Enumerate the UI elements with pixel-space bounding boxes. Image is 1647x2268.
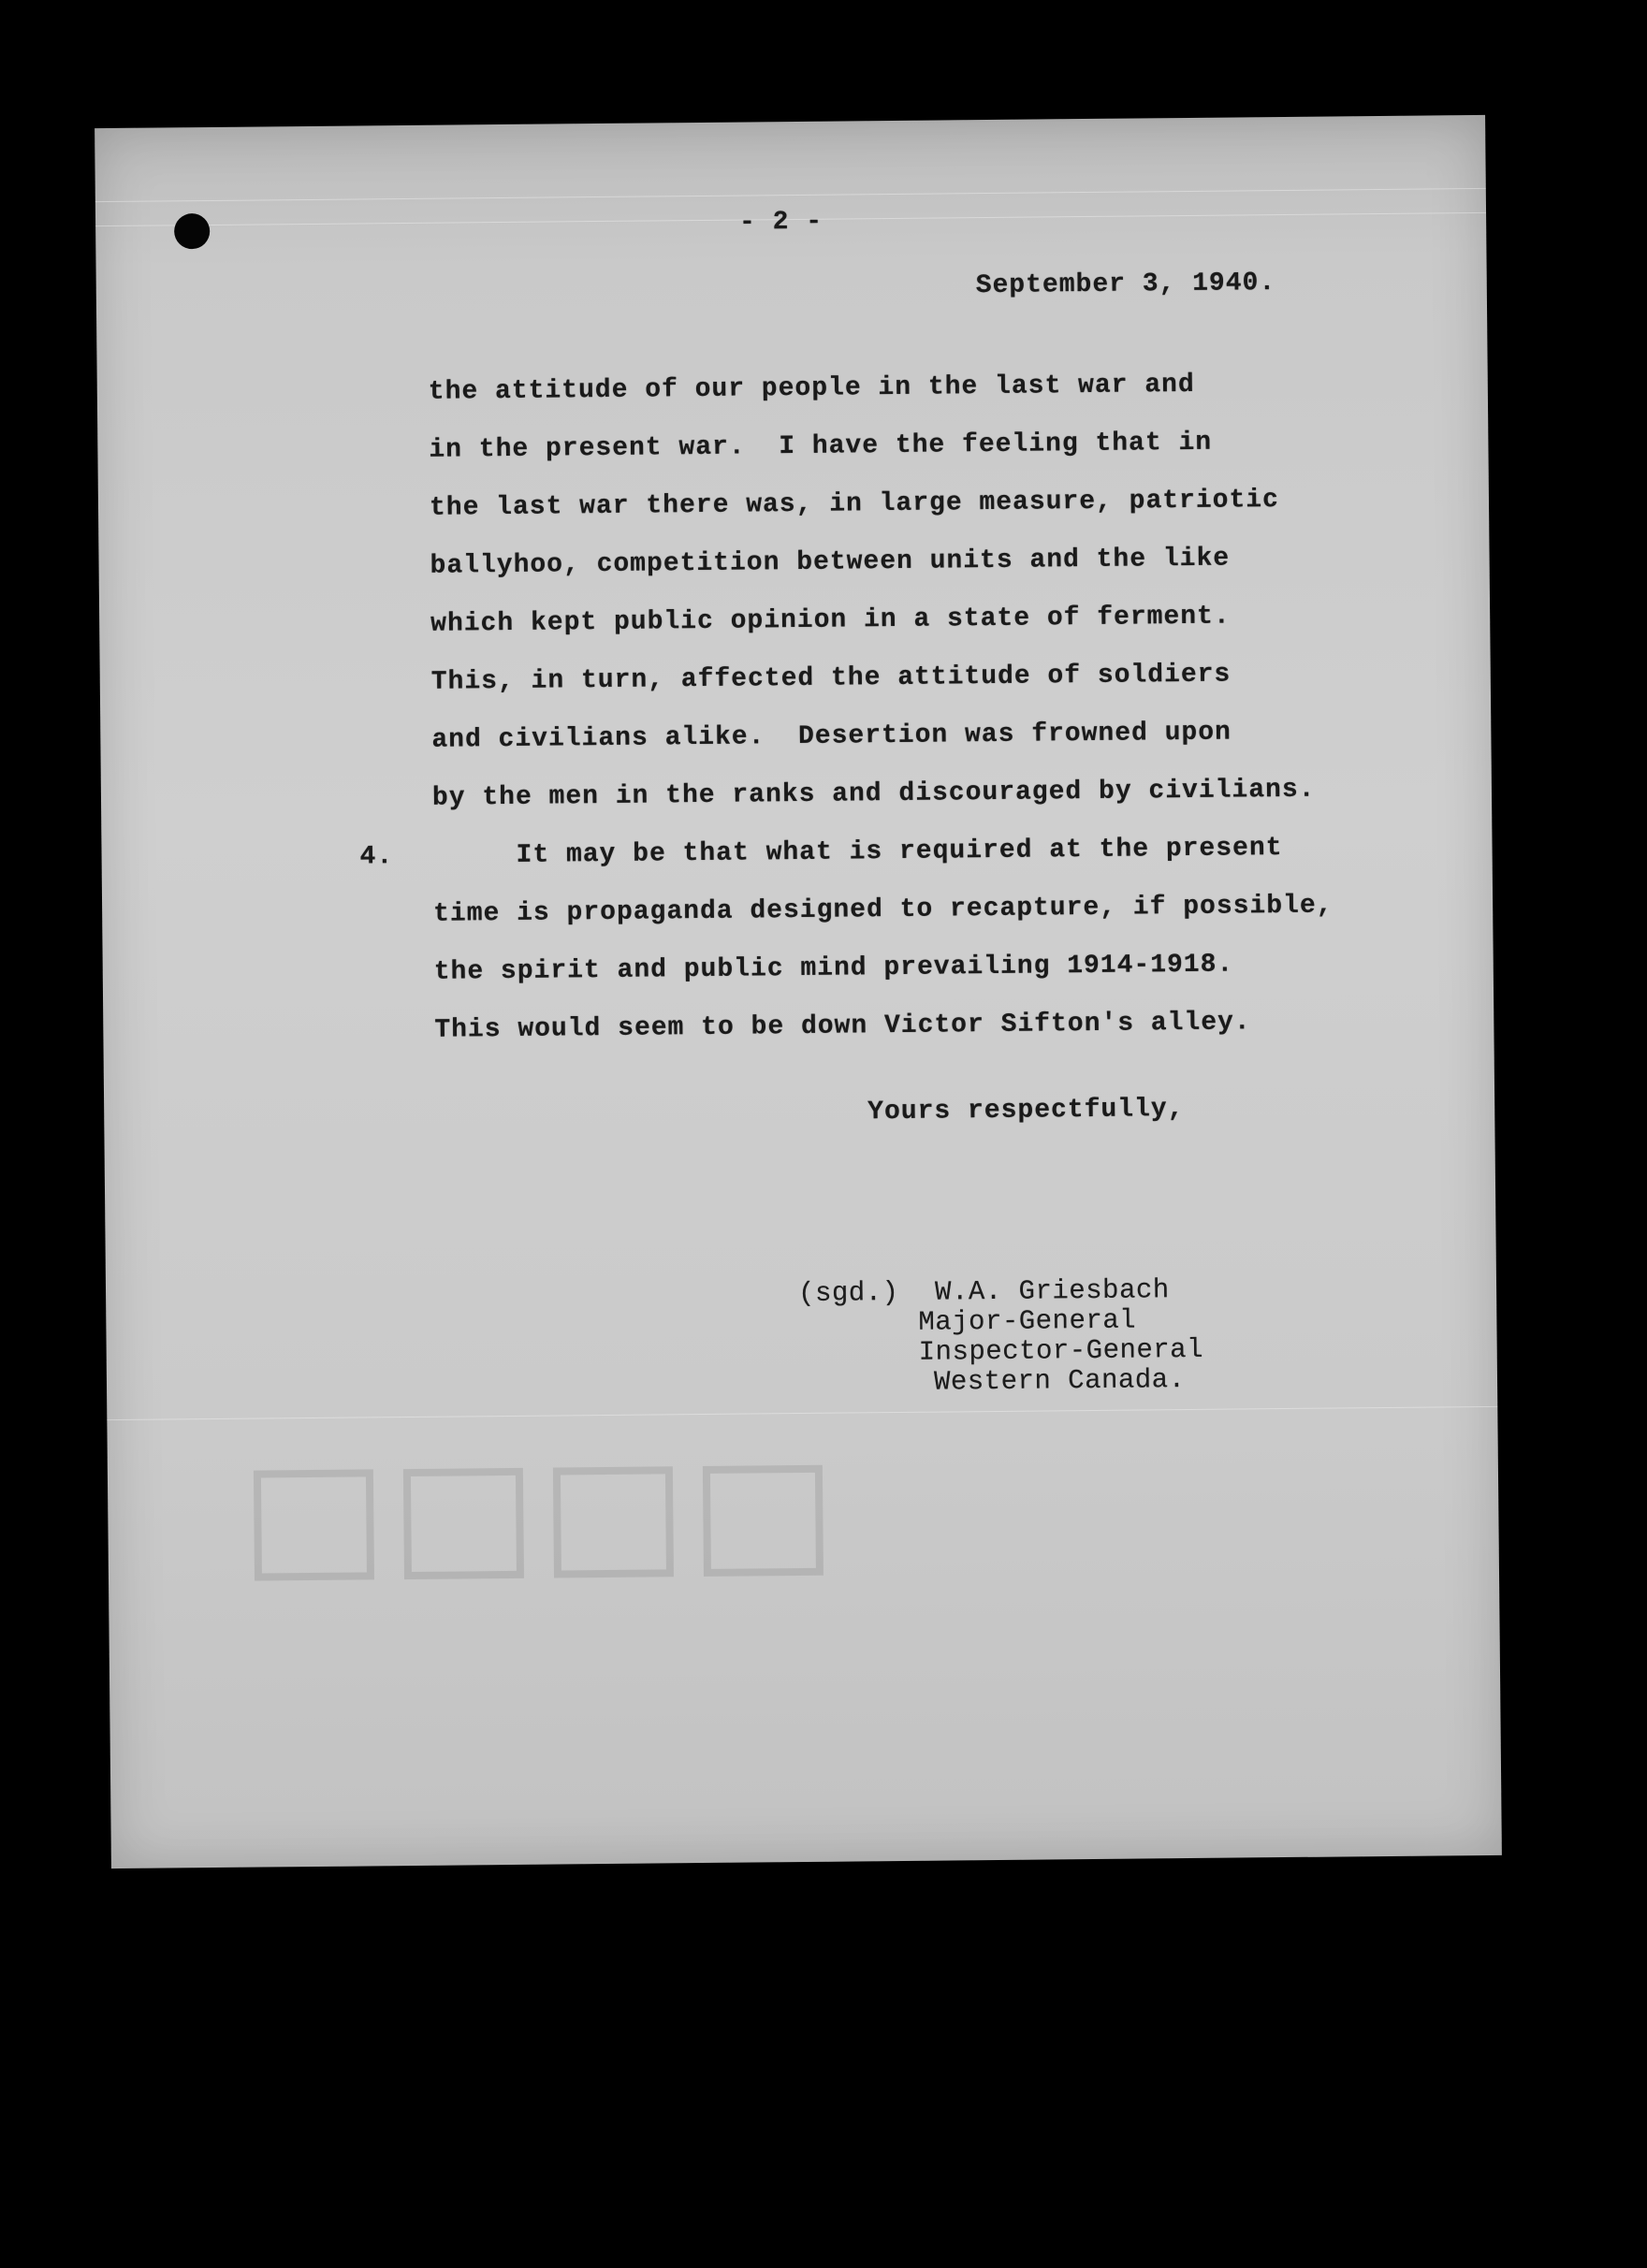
letter-date: September 3, 1940. — [975, 269, 1276, 301]
faded-stamp-mark — [248, 1450, 829, 1596]
body-line: the spirit and public mind prevailing 1914-1918. — [433, 950, 1234, 987]
body-line: by the men in the ranks and discouraged by civilians. — [431, 775, 1316, 813]
signature-name: W.A. Griesbach — [934, 1274, 1170, 1308]
body-line: in the present war. I have the feeling that in — [429, 428, 1213, 465]
body-line: and civilians alike. Desertion was frowned upon — [431, 718, 1232, 755]
closing-salutation: Yours respectfully, — [867, 1095, 1185, 1127]
body-line: ballyhoo, competition between units and the like — [430, 544, 1231, 581]
body-line: This, in turn, affected the attitude of soldiers — [430, 660, 1232, 697]
paragraph-number: 4. — [359, 842, 394, 872]
body-line: the attitude of our people in the last war and — [428, 370, 1195, 407]
signature-region: Western Canada. — [933, 1364, 1186, 1398]
body-line: which kept public opinion in a state of ferment. — [430, 602, 1231, 639]
body-line: This would seem to be down Victor Sifton's alley. — [434, 1008, 1251, 1045]
body-line: It may be that what is required at the present — [432, 834, 1283, 871]
document-page — [95, 115, 1502, 1868]
body-line: time is propaganda designed to recapture, if possible, — [433, 891, 1334, 929]
scan-line — [107, 1406, 1497, 1420]
signature-rank: Major-General — [918, 1304, 1137, 1338]
body-line: the last war there was, in large measure, patriotic — [429, 486, 1280, 523]
punch-hole — [174, 213, 210, 249]
scan-line — [95, 188, 1486, 202]
page-number: - 2 - — [738, 207, 824, 238]
signature-title: Inspector-General — [918, 1333, 1204, 1368]
signature-sgd: (sgd.) — [797, 1276, 899, 1310]
